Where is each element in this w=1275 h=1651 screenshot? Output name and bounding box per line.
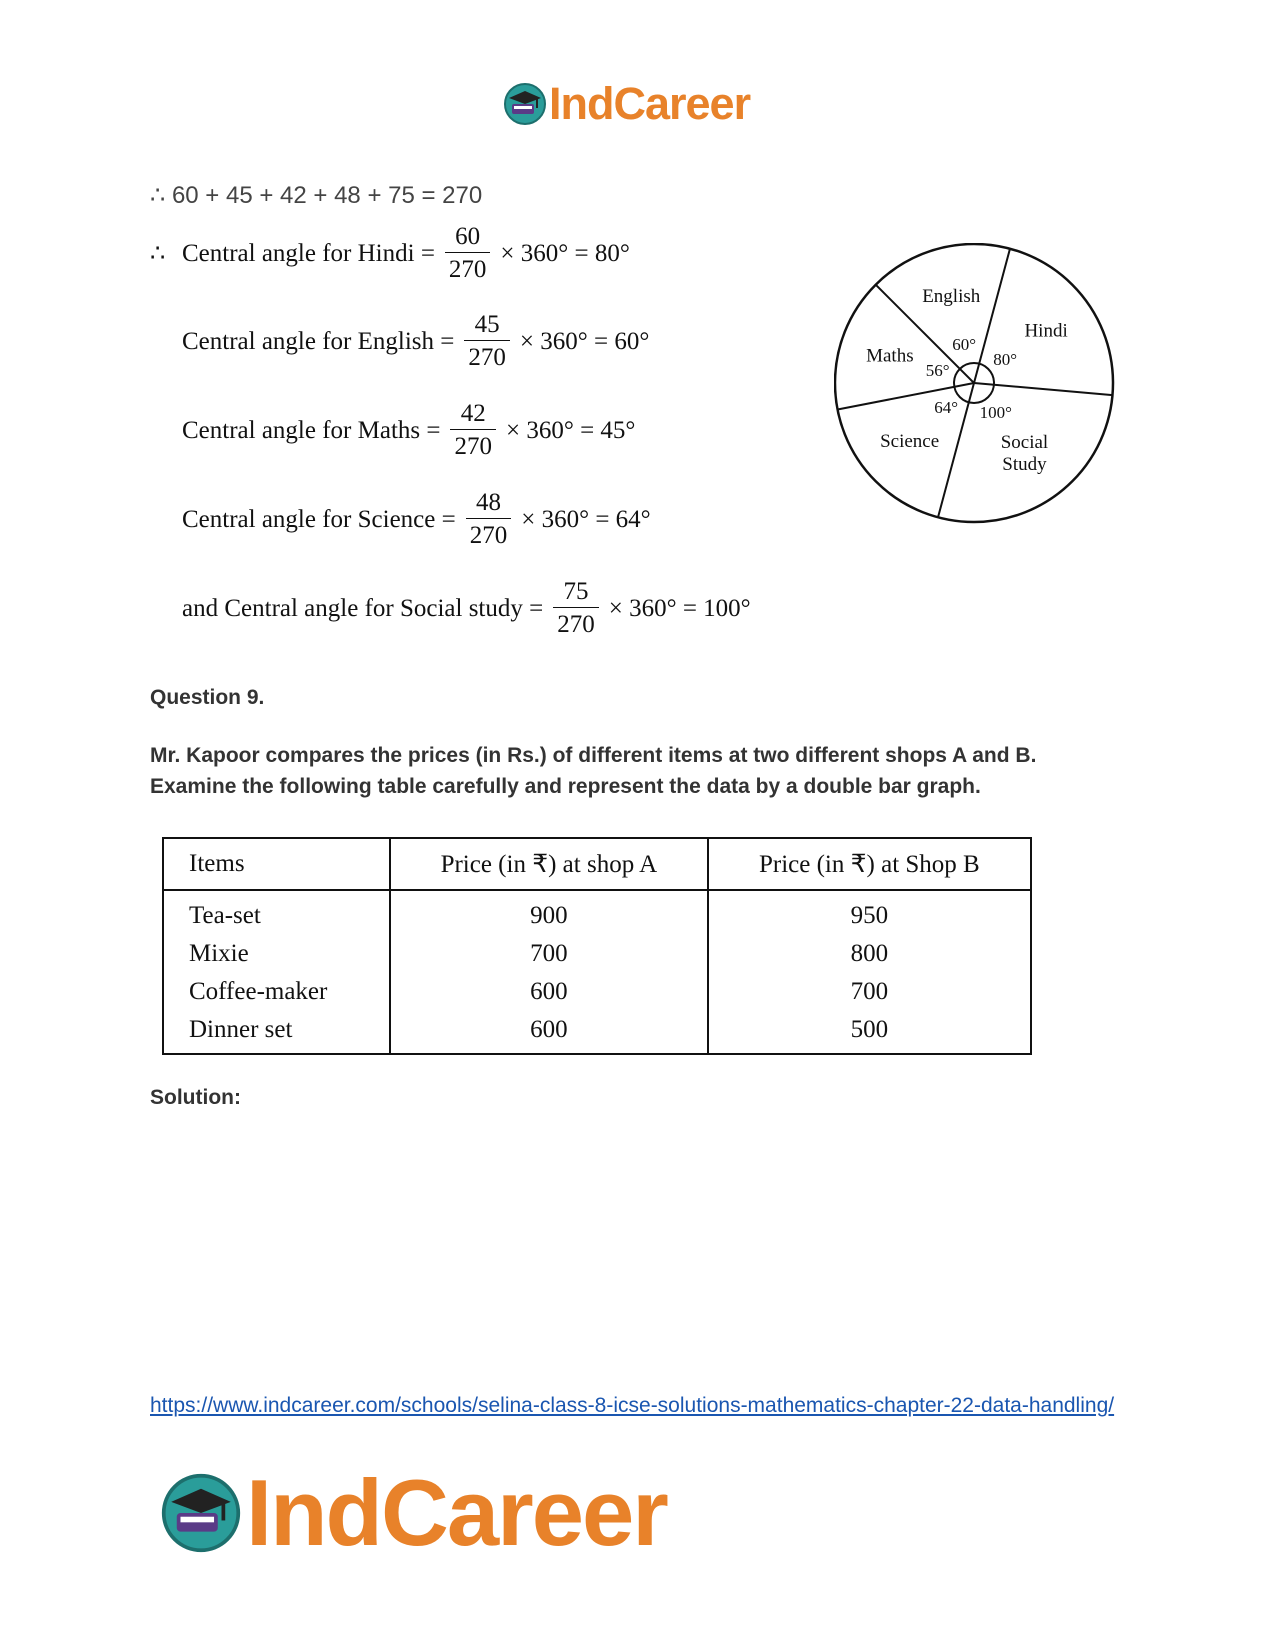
pie-slice-label: Science: [880, 431, 940, 453]
pie-angle-label: 64°: [934, 397, 959, 417]
pie-angle-label: 56°: [925, 360, 950, 380]
pie-slice-label: English: [922, 286, 981, 308]
price-shop-a: 900: [390, 890, 708, 935]
price-shop-b: 950: [708, 890, 1031, 935]
graduation-cap-icon: [160, 1472, 242, 1554]
pie-slice-label: Maths: [866, 345, 914, 367]
solution-heading: Solution:: [150, 1086, 241, 1109]
fraction: [445, 222, 491, 285]
price-shop-b: 700: [708, 973, 1031, 1011]
brand-name: IndCareer: [549, 78, 751, 129]
pie-chart: [834, 243, 1124, 533]
numerator: 75: [563, 578, 589, 605]
denominator: 270: [466, 518, 512, 551]
item-name: Mixie: [163, 935, 390, 973]
fraction: [466, 488, 512, 551]
table-row: [163, 1011, 1031, 1054]
equation-hindi: [150, 222, 630, 285]
column-header-shop-a: Price (in ₹) at shop A: [390, 838, 708, 890]
item-name: Coffee-maker: [163, 973, 390, 1011]
equation-result: × 360° = 80°: [500, 239, 630, 267]
fraction: [464, 310, 510, 373]
column-header-items: Items: [163, 838, 390, 890]
table-header-row: [163, 838, 1031, 890]
table-row: [163, 890, 1031, 935]
equation-label: Central angle for Maths =: [182, 416, 441, 444]
pie-angle-label: 100°: [979, 403, 1012, 423]
equation-label: and Central angle for Social study =: [182, 594, 544, 622]
denominator: 270: [450, 429, 496, 462]
equation-label: Central angle for Hindi =: [182, 239, 435, 267]
price-table: [162, 837, 1032, 1055]
table-row: [163, 935, 1031, 973]
table-row: [163, 973, 1031, 1011]
therefore-symbol: ∴: [150, 241, 166, 267]
denominator: 270: [445, 252, 491, 285]
price-shop-a: 600: [390, 1011, 708, 1054]
brand-name: IndCareer: [246, 1459, 667, 1565]
equation-label: Central angle for Science =: [182, 505, 456, 533]
numerator: 48: [475, 489, 501, 516]
equation-social-study: [182, 577, 751, 640]
equation-result: × 360° = 45°: [505, 416, 636, 444]
brand-logo-top: [503, 76, 750, 132]
equation-english: [182, 310, 649, 373]
equation-label: Central angle for English =: [182, 327, 455, 355]
numerator: 42: [460, 400, 486, 427]
equation-science: [182, 488, 651, 551]
question-heading: Question 9.: [150, 686, 265, 709]
pie-angle-label: 60°: [952, 335, 977, 355]
brand-logo-bottom: [160, 1459, 667, 1565]
price-shop-b: 500: [708, 1011, 1031, 1054]
equation-result: × 360° = 100°: [608, 594, 751, 622]
item-name: Tea-set: [163, 890, 390, 935]
pie-angle-label: 80°: [993, 350, 1018, 370]
source-link[interactable]: https://www.indcareer.com/schools/selina-class-8-icse-solutions-mathematics-chapter-22-data-handling/: [150, 1394, 1115, 1417]
price-shop-a: 700: [390, 935, 708, 973]
fraction: [553, 577, 599, 640]
numerator: 60: [455, 223, 481, 250]
fraction: [450, 399, 496, 462]
item-name: Dinner set: [163, 1011, 390, 1054]
equation-result: × 360° = 64°: [521, 505, 651, 533]
numerator: 45: [474, 311, 500, 338]
pie-slice-label: Social Study: [1000, 432, 1049, 476]
price-shop-b: 800: [708, 935, 1031, 973]
equation-result: × 360° = 60°: [519, 327, 650, 355]
graduation-cap-icon: [503, 82, 547, 126]
sum-line: ∴ 60 + 45 + 42 + 48 + 75 = 270: [150, 182, 483, 209]
question-text: Mr. Kapoor compares the prices (in Rs.) of different items at two different shops A and B. Examine the following table carefully and represent the data by a double bar graph.: [150, 744, 1037, 798]
column-header-shop-b: Price (in ₹) at Shop B: [708, 838, 1031, 890]
price-shop-a: 600: [390, 973, 708, 1011]
pie-slice-boundary: [974, 383, 1112, 395]
pie-slice-label: Hindi: [1024, 320, 1068, 342]
denominator: 270: [464, 340, 510, 373]
equation-maths: [182, 399, 635, 462]
denominator: 270: [553, 607, 599, 640]
